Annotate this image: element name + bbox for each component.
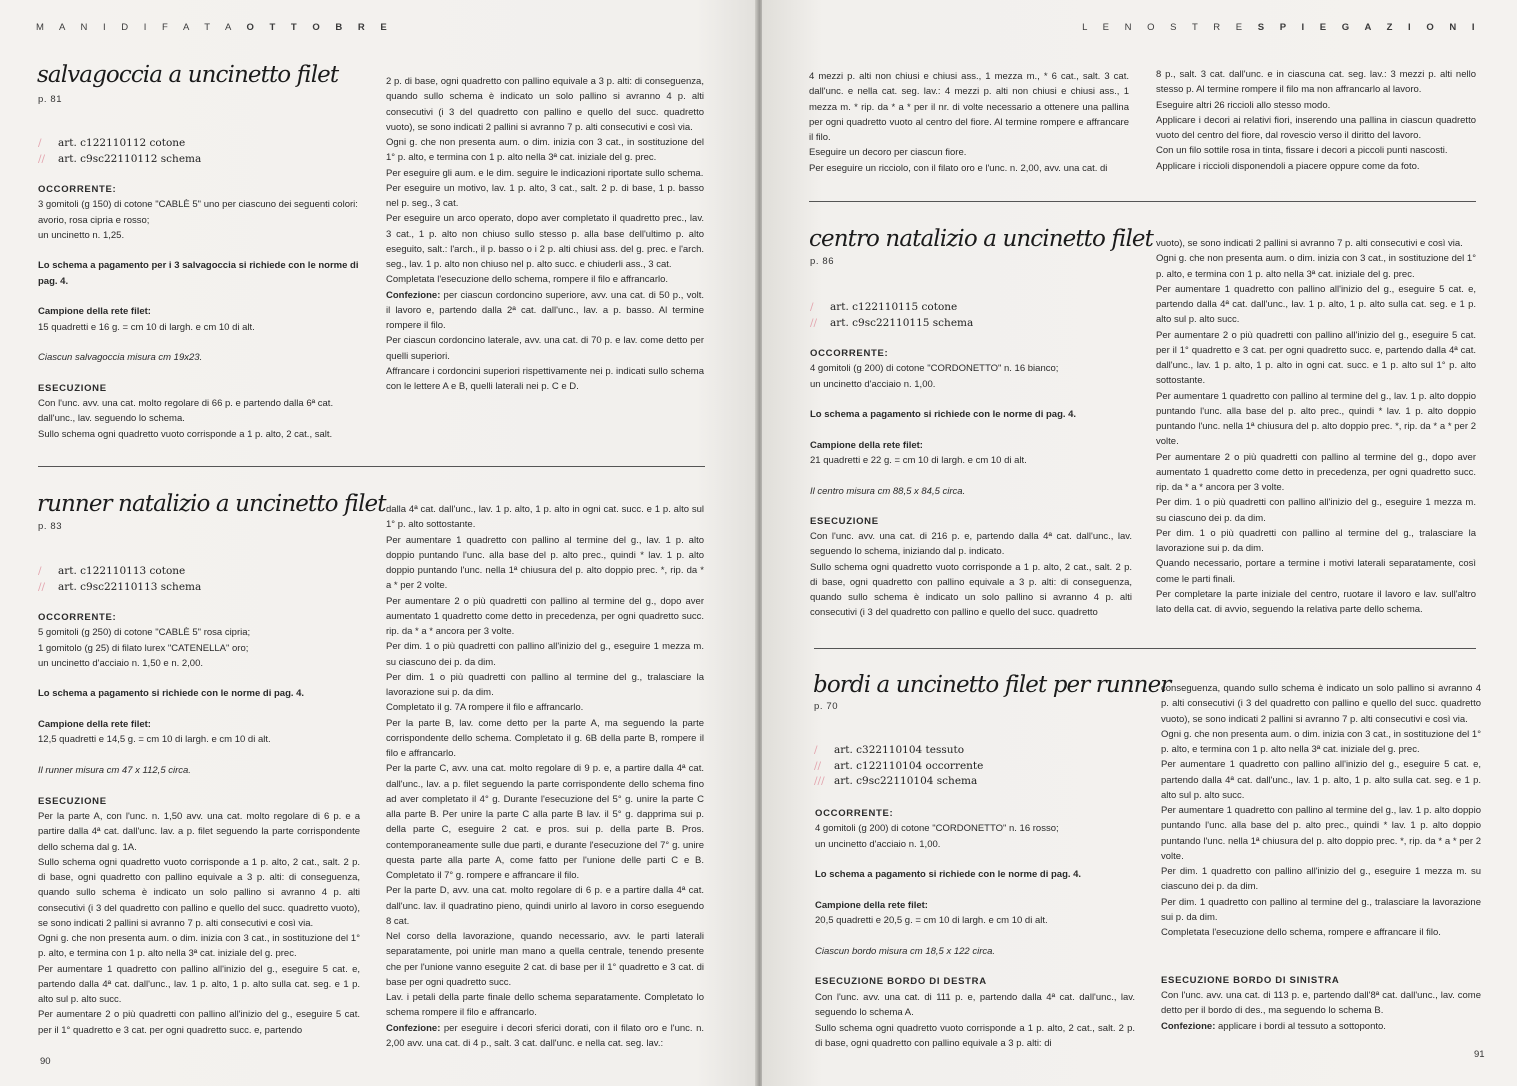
paragraph-label: Confezione: [386,1022,441,1034]
text-line: Campione della rete filet: [38,306,151,318]
paragraph [810,560,1132,621]
paragraph-text: Per ciascun cordoncino laterale, avv. una cat. di 70 p. e lav. come detto per quelli superiori. [386,335,704,362]
section-heading: OCCORRENTE: [810,348,889,359]
paragraph-text: Applicare i decori ai relativi fiori, inserendo una pallina in ciascun quadretto vuoto del centro del fiore, dal rovescio verso il diritto del lavoro. [1156,114,1476,141]
paragraph-text: Eseguire un decoro per ciascun fiore. [809,147,967,159]
section-heading: ESECUZIONE BORDO DI DESTRA [815,976,987,988]
text-line: Campione della rete filet: [815,899,928,911]
paragraph [809,69,1129,145]
paragraph-text: Ogni g. che non presenta aum. o dim. inizia con 3 cat., in sostituzione del 1° p. alto, e termina con 1 p. alto nella 3ª cat. iniziale del g. prec. [1156,253,1476,280]
code-marker: // [810,316,818,329]
paragraph [1156,556,1476,587]
paragraph [1156,282,1476,328]
section-heading: ESECUZIONE [38,382,107,394]
paragraph-text: Completato il g. 7A rompere il filo e affrancarlo. [386,702,584,714]
paragraph-text: Per dim. 1 quadretto con pallino al termine del g., tralasciare la lavorazione sui p. da dim. [1161,896,1481,923]
paragraph-text: Ogni g. che non presenta aum. o dim. inizia con 3 cat., in sostituzione del 1° p. alto, e termina con 1 p. alto nella 3ª cat. iniziale del g. prec. [386,137,704,164]
paragraph [1161,988,1481,1019]
paragraph-text: Per aumentare 1 quadretto con pallino all'inizio del g., eseguire 5 cat. e, partendo dalla 4ª cat. dall'unc., lav. 1 p. alto, 1 p. alto sulla cat. seg. e 1 p. alto sul p. alto succ. [38,963,360,1005]
paragraph-text: Quando necessario, portare a termine i motivi laterali separatamente, così come le parti finali. [1156,558,1476,585]
paragraph-text: Ogni g. che non presenta aum. o dim. inizia con 3 cat., in sostituzione del 1° p. alto, e termina con 1 p. alto nella 3ª cat. iniziale del g. prec. [38,933,360,960]
article-codes [814,743,983,790]
paragraph [386,594,704,640]
text-line: un uncinetto n. 1,25. [38,229,125,241]
paragraph-text: Per aumentare 2 o più quadretti con pallino all'inizio del g., eseguire 5 cat. per il 1° quadretto e 3 cat. per ogni quadretto succ. e, partendo [38,1009,360,1036]
paragraph [386,761,704,883]
code-text: art. c9sc22110113 schema [58,580,202,593]
paragraph-text: Sullo schema ogni quadretto vuoto corrisponde a 1 p. alto, 2 cat., salt. 2 p. di base, ogni quadretto con pallino equivale a 3 p. alti: di conseguenza, quando sullo schema è indicato un solo pallino si avranno 4 p. alti consecutivi (i 3 del quadretto con pallino e quello del succ. quadretto vuoto), se sono indicati 2 pallini si avranno 7 p. alti consecutivi e così via. [38,856,360,929]
paragraph-text: Per aumentare 1 quadretto con pallino all'inizio del g., eseguire 5 cat. e, partendo dalla 4ª cat. dall'unc., lav. 1 p. alto, 1 p. alto sulla cat. seg. e 1 p. alto sul p. alto succ. [1156,283,1476,326]
paragraph-text: Eseguire altri 26 riccioli allo stesso modo. [1156,99,1331,111]
code-text: art. c122110104 occorrente [834,759,984,772]
paragraph [810,529,1132,560]
section-heading: ESECUZIONE [810,516,879,528]
paragraph [386,211,704,272]
article-title-runner: runner natalizio a uncinetto filet [37,491,386,517]
code-text: art. c9sc22110115 schema [830,316,974,329]
text-line: 21 quadretti e 22 g. = cm 10 di largh. e cm 10 di alt. [810,455,1027,467]
paragraph [1156,526,1476,557]
paragraph [1161,895,1481,926]
page-ref: p. 70 [814,701,839,712]
paragraph [38,855,360,931]
paragraph [38,931,360,962]
paragraph [38,1007,360,1038]
text-line: Lo schema a pagamento si richiede con le norme di pag. 4. [810,409,1077,421]
paragraph [386,166,704,181]
paragraph [1161,757,1481,803]
paragraph-text: Per la parte D, avv. una cat. molto regolare di 6 p. e a partire dalla 4ª cat. dall'unc. lav. il quadratino pieno, quindi unirlo al lavoro in corso eseguendo 8 cat. [386,885,704,927]
paragraph-text: Per aumentare 1 quadretto con pallino al termine del g., lav. 1 p. alto doppio puntando l'unc. alla base del p. alto prec., quindi * lav. 1 p. alto doppio puntando l'unc. nella 1ª chiusura del p. alto doppio prec. *, rip. da * a * per 2 volte. [1156,390,1476,448]
code-marker: // [38,580,46,593]
paragraph-text: Nel corso della lavorazione, quando necessario, avv. le parti laterali separatamente, poi unirle man mano a quella centrale, tenendo presente che per l'unione vanno eseguite 2 cat. di base per il 1° quadretto e 3 cat. di base per ogni quadretto succ. [386,931,704,988]
paragraph [386,288,704,334]
code-marker: / [38,565,42,577]
article-code [38,152,201,168]
code-text: art. c122110115 cotone [830,301,958,313]
instructions-column [1161,681,1481,940]
text-line: Ciascun salvagoccia misura cm 19x23. [38,352,203,364]
text-line: 20,5 quadretti e 20,5 g. = cm 10 di largh. e cm 10 di alt. [815,915,1048,927]
paragraph-text: Per aumentare 1 quadretto con pallino al termine del g., lav. 1 p. alto doppio puntando l'unc. alla base del p. alto prec., quindi * lav. 1 p. alto doppio puntando l'unc. nella 1ª chiusura del p. alto doppio prec. *, rip. da * a * per 2 volte. [1161,805,1481,862]
code-marker: // [38,152,46,165]
paragraph [1161,1019,1481,1034]
left-page [0,0,757,1086]
paragraph [809,145,1129,160]
paragraph-text: Per dim. 1 o più quadretti con pallino all'inizio del g., eseguire 1 mezza m. su ciascuno dei p. da dim. [386,641,704,668]
paragraph [1156,495,1476,526]
instructions-column [386,74,704,394]
instructions-column [810,529,1132,621]
paragraph [386,700,704,715]
paragraph-text: Con l'unc. avv. una cat. di 216 p. e, partendo dalla 4ª cat. dall'unc., lav. seguendo lo schema, iniziando dal p. indicato. [810,531,1132,558]
paragraph [38,809,360,855]
paragraph-text: Sullo schema ogni quadretto vuoto corrisponde a 1 p. alto, 2 cat., salt. 2 p. di base, ogni quadretto con pallino equivale a 3 p. alti: di conseguenza, quando sullo schema è indicato un solo pallino si avranno 4 p. alti consecutivi (i 3 del quadretto con pallino e quello del succ. quadretto [810,561,1132,619]
paragraph-text: Per la parte C, avv. una cat. molto regolare di 9 p. e, a partire dalla 4ª cat. dall'unc., lav. a p. filet seguendo la parte corrispondente dello schema fino ad aver completato il 4° g. Durante l'esecuzione del 5° g. unire la parte C alla parte B. Per unire la parte C alla parte B lav. il 5° g. dapprima sui p. della parte C, eseguire 2 cat. e pros. sui p. della parte B. Pros. contemporaneamente sulle due parti, e durante l'esecuzione del 7° g. unire questa parte alla parte A, come fatto per l'unione delle parti C e B. Completato il 7° g. rompere e affrancare il filo. [386,763,704,881]
spacer [38,702,360,717]
paragraph [386,135,704,166]
paragraph-text: per ciascun cordoncino superiore, avv. una cat. di 50 p., volt. il lavoro e, partendo dalla 2ª cat. dall'unc., lav. a p. basso. Al termine rompere il filo. [386,289,704,331]
running-head-part1: M A N I D I F A T A [36,22,238,33]
paragraph [1156,98,1476,113]
spacer [815,852,1137,867]
text-line: un uncinetto d'acciaio n. 1,50 e n. 2,00. [38,657,204,669]
article-codes [38,136,201,167]
paragraph-text: Per aumentare 1 quadretto con pallino all'inizio del g., eseguire 5 cat. e, partendo dalla 4ª cat. dall'unc., lav. 1 p. alto, 1 p. alto sulla cat. seg. e 1 p. alto sul p. alto succ. [1161,759,1481,801]
paragraph [386,670,704,701]
article-codes [810,300,973,331]
section-heading: ESECUZIONE BORDO DI SINISTRA [1161,975,1340,986]
text-line: 4 gomitoli (g 200) di cotone "CORDONETTO" n. 16 bianco; [810,363,1059,375]
materials-block [38,182,360,442]
paragraph [38,962,360,1008]
paragraph-text: Per eseguire un ricciolo, con il filato oro e l'unc. n. 2,00, avv. una cat. di [809,162,1108,174]
paragraph [1156,113,1476,144]
paragraph-text: Completata l'esecuzione dello schema, rompere e affrancare il filo. [1161,927,1441,938]
paragraph-text: 8 p., salt. 3 cat. dall'unc. e in ciascuna cat. seg. lav.: 3 mezzi p. alti nello stesso p. Al termine rompere il filo ma non affrancarlo al lavoro. [1156,69,1476,96]
paragraph [386,990,704,1021]
article-code [814,759,983,775]
page-ref: p. 83 [38,521,63,532]
paragraph-text: conseguenza, quando sullo schema è indicato un solo pallino si avranno 4 p. alti consecutivi (i 3 del quadretto con pallino e quello del succ. quadretto vuoto), se sono indicati 2 pallini si avranno 7 p. alti consecutivi e così via. [1161,683,1481,725]
code-text: art. c322110104 tessuto [834,744,965,756]
paragraph [386,333,704,364]
code-text: art. c122110113 cotone [58,565,186,577]
text-line: Il centro misura cm 88,5 x 84,5 circa. [810,485,966,497]
code-marker: / [38,137,42,149]
article-title-salvagoccia: salvagoccia a uncinetto filet [37,62,339,88]
instructions-column [1161,988,1481,1034]
text-line: Lo schema a pagamento per i 3 salvagoccia si richiede con le norme di pag. 4. [38,260,359,287]
spacer [815,928,1137,943]
text-line: 5 gomitoli (g 250) di cotone "CABLÈ 5" rosa cipria; [38,627,251,639]
paragraph-text: Per eseguire un arco operato, dopo aver completato il quadretto prec., lav. 3 cat., 1 p. alto non chiuso sullo stesso p. alla base dell'ultimo p. alto eseguito, salt.: l'arch., il p. basso o i 2 p. alti chiusi ass. del g. prec. e l'arch. seg., lav. 1 p. alto non chiuso nel p. alto succ. e chiuderli ass., 3 cat. [386,213,704,270]
instructions-column [1156,236,1476,617]
code-text: art. c9sc22110112 schema [58,152,202,165]
paragraph-text: 2 p. di base, ogni quadretto con pallino equivale a 3 p. alti: di conseguenza, quando sullo schema è indicato un solo pallino si avranno 4 p. alti consecutivi (i 3 del quadretto con pallino e quello del succ. quadretto vuoto), se sono indicati 2 pallini si avranno 7 p. alti consecutivi e così via. [386,76,704,133]
paragraph [1161,803,1481,864]
text-line: Lo schema a pagamento si richiede con le norme di pag. 4. [38,688,305,700]
spacer [38,289,360,304]
paragraph-text: vuoto), se sono indicati 2 pallini si avranno 7 p. alti consecutivi e così via. [1156,238,1463,249]
paragraph-text: Per dim. 1 o più quadretti con pallino al termine del g., tralasciare la lavorazione sui p. da dim. [386,671,704,698]
right-page [762,0,1517,1086]
paragraph-text: Per aumentare 2 o più quadretti con pallino all'inizio del g., eseguire 5 cat. per il 1° quadretto e 3 cat. per ogni quadretto succ. e, partendo dalla 4ª cat. dall'unc., lav. 1 p. alto, 1 p. alto in ogni cat. succ. e 1 p. alto sul 1° p. alto sottostante. [1156,329,1476,387]
materials-block [810,346,1132,530]
running-head-part2: S P I E G A Z I O N I [1257,22,1481,33]
text-line: Lo schema a pagamento si richiede con le norme di pag. 4. [815,869,1082,881]
page-number: 90 [40,1056,51,1067]
section-divider [38,466,705,467]
paragraph [386,272,704,287]
paragraph [1156,328,1476,389]
code-marker: /// [814,775,825,787]
paragraph [386,716,704,762]
paragraph-text: applicare i bordi al tessuto a sottoponto. [1215,1020,1386,1032]
section-heading: OCCORRENTE: [815,808,894,819]
paragraph [386,1021,704,1052]
paragraph [1156,143,1476,158]
materials-block [38,610,360,809]
spacer [38,671,360,686]
section-divider [809,201,1476,202]
spacer [815,882,1137,897]
paragraph [1156,587,1476,618]
paragraph [815,990,1135,1021]
paragraph [386,639,704,670]
spacer [38,778,360,793]
text-line: Il runner misura cm 47 x 112,5 circa. [38,764,191,776]
paragraph [386,364,704,395]
paragraph [1156,236,1476,251]
paragraph-text: Per eseguire gli aum. e le dim. seguire le indicazioni riportate sullo schema. [386,167,704,179]
paragraph [386,181,704,212]
instructions-column [38,809,360,1038]
text-line: 12,5 quadretti e 14,5 g. = cm 10 di largh. e cm 10 di alt. [38,734,271,746]
paragraph-text: Completata l'esecuzione dello schema, rompere il filo e affrancarlo. [386,274,669,286]
section-heading-bordo-sinistra [1161,973,1481,988]
paragraph [1156,159,1476,174]
text-line: Con l'unc. avv. una cat. molto regolare di 66 p. e partendo dalla 6ª cat. dall'unc., lav. seguendo lo schema. [38,398,334,425]
paragraph [809,161,1129,176]
paragraph-text: Per dim. 1 o più quadretti con pallino al termine del g., tralasciare la lavorazione sui p. da dim. [1156,527,1476,554]
code-marker: / [814,744,818,756]
text-line: 4 gomitoli (g 200) di cotone "CORDONETTO" n. 16 rosso; [815,823,1059,835]
paragraph-text: dalla 4ª cat. dall'unc., lav. 1 p. alto, 1 p. alto in ogni cat. succ. e 1 p. alto sul 1° p. alto sottostante. [386,504,704,531]
paragraph-text: Con l'unc. avv. una cat. di 111 p. e, partendo dalla 4ª cat. dall'unc., lav. seguendo lo schema A. [815,992,1135,1019]
article-code [810,300,973,316]
paragraph-text: Per completare la parte iniziale del centro, ruotare il lavoro e lav. sull'altro lato della cat. di avvio, seguendo la relativa parte dello schema. [1156,588,1476,615]
paragraph [386,533,704,594]
code-text: art. c9sc22110104 schema [834,775,978,787]
paragraph-text: Ogni g. che non presenta aum. o dim. inizia con 3 cat., in sostituzione del 1° p. alto, e termina con 1 p. alto nella 3ª cat. iniziale del g. prec. [1161,728,1481,755]
paragraph-label: Confezione: [1161,1020,1216,1032]
paragraph [386,502,704,533]
paragraph-text: Con un filo sottile rosa in tinta, fissare i decori a piccoli punti nascosti. [1156,145,1448,157]
page-ref: p. 86 [810,256,835,267]
section-divider [814,648,1476,649]
spacer [38,335,360,350]
page-ref: p. 81 [38,94,63,105]
paragraph-text: Lav. i petali della parte finale dello schema separatamente. Completato lo schema rompere il filo e affrancarlo. [386,992,704,1019]
instructions-column [386,502,704,1051]
article-code [810,316,973,332]
spacer [815,959,1137,974]
code-marker: / [810,301,814,313]
running-head-part2: O T T O B R E [246,22,394,33]
section-heading: OCCORRENTE: [38,612,117,623]
paragraph-text: Per aumentare 2 o più quadretti con pallino al termine del g., dopo aver aumentato 1 quadretto come detto in precedenza, per ogni quadretto succ. rip. da * a * ancora per 3 volte. [1156,451,1476,493]
text-line: un uncinetto d'acciaio n. 1,00. [810,378,936,390]
text-line: Campione della rete filet: [38,719,151,731]
materials-block [815,806,1137,990]
paragraph-text: Per la parte A, con l'unc. n. 1,50 avv. una cat. molto regolare di 6 p. e a partire dalla 4ª cat. dall'unc. lav. a p. filet seguendo la parte corrispondente dello schema dal g. 1A. [38,811,360,853]
running-head-left [36,22,393,33]
article-code [38,136,201,152]
text-line: Sullo schema ogni quadretto vuoto corrisponde a 1 p. alto, 2 cat., salt. [38,428,333,440]
paragraph-text: Sullo schema ogni quadretto vuoto corrisponde a 1 p. alto, 2 cat., salt. 2 p. di base, ogni quadretto con pallino equivale a 3 p. alti: di [815,1022,1135,1049]
article-title-bordi: bordi a uncinetto filet per runner [813,672,1171,698]
spacer [810,468,1132,483]
paragraph [1161,864,1481,895]
paragraph [1161,925,1481,940]
instructions-column [809,69,1129,176]
article-code [38,580,201,596]
running-head-right [1082,22,1481,33]
section-heading: ESECUZIONE [38,795,107,807]
paragraph-text: Per aumentare 1 quadretto con pallino al termine del g., lav. 1 p. alto doppio puntando l'unc. alla base del p. alto prec., quindi * lav. 1 p. alto doppio puntando l'unc. nella 1ª chiusura del p. alto doppio prec. *, rip. da * a * per 2 volte. [386,534,704,592]
paragraph [1156,67,1476,98]
paragraph [1156,450,1476,496]
article-code [38,564,201,580]
text-line: Campione della rete filet: [810,439,923,451]
instructions-column [815,990,1135,1051]
text-line: Ciascun bordo misura cm 18,5 x 122 circa. [815,945,996,957]
paragraph-text: Con l'unc. avv. una cat. di 113 p. e, partendo dall'8ª cat. dall'unc., lav. come detto per il bordo di des., ma seguendo lo schema B. [1161,990,1481,1017]
paragraph [386,74,704,135]
paragraph [815,1021,1135,1052]
paragraph-text: Per eseguire un motivo, lav. 1 p. alto, 3 cat., salt. 2 p. di base, 1 p. basso nel p. seg., 3 cat. [386,182,704,209]
paragraph-text: Affrancare i cordoncini superiori rispettivamente nei p. indicati sullo schema con le lettere A e B, quelli laterali nei p. C e D. [386,365,704,392]
article-codes [38,564,201,595]
paragraph [1161,681,1481,727]
paragraph-text: Per aumentare 2 o più quadretti con pallino al termine del g., dopo aver aumentato 1 quadretto come detto in precedenza, per ogni quadretto succ. rip. da * a * ancora per 3 volte. [386,595,704,637]
text-line: 1 gomitolo (g 25) di filato lurex "CATENELLA" oro; [38,642,249,654]
text-line: 15 quadretti e 16 g. = cm 10 di largh. e cm 10 di alt. [38,321,255,333]
paragraph [1156,251,1476,282]
paragraph-text: 4 mezzi p. alti non chiusi e chiusi ass., 1 mezza m., * 6 cat., salt. 3 cat. dall'unc. e nella cat. seg. lav.: 4 mezzi p. alti non chiusi e chiusi ass., 1 mezza m. * rip. da * a * per il nr. di volte necessario a ottenere una pallina per ogni quadretto vuoto al centro del fiore. Al termine rompere e affrancare il filo. [809,71,1129,143]
spacer [810,392,1132,407]
paragraph [1161,727,1481,758]
article-code [814,743,983,759]
page-number: 91 [1474,1049,1485,1060]
spacer [38,243,360,258]
spacer [38,366,360,381]
paragraph [386,883,704,929]
paragraph-text: per eseguire i decori sferici dorati, con il filato oro e l'unc. n. 2,00 avv. una cat. di 4 p., salt. 3 cat. dall'unc. e nella cat. seg. lav.: [386,1022,704,1049]
code-text: art. c122110112 cotone [58,137,186,149]
paragraph-text: Per dim. 1 o più quadretti con pallino all'inizio del g., eseguire 1 mezza m. su ciascuno dei p. da dim. [1156,497,1476,524]
paragraph-text: Applicare i riccioli disponendoli a piacere oppure come da foto. [1156,160,1420,172]
spacer [38,748,360,763]
paragraph-label: Confezione: [386,289,441,301]
spacer [810,499,1132,514]
code-marker: // [814,759,822,772]
instructions-column [1156,67,1476,174]
paragraph [386,929,704,990]
spacer [810,422,1132,437]
text-line: 3 gomitoli (g 150) di cotone "CABLÈ 5" uno per ciascuno dei seguenti colori: avorio, rosa cipria e rosso; [38,199,358,226]
text-line: un uncinetto d'acciaio n. 1,00. [815,838,941,850]
paragraph-text: Per la parte B, lav. come detto per la parte A, ma seguendo la parte corrispondente dello schema. Completato il g. 6B della parte B, rompere il filo e affrancarlo. [386,717,704,759]
paragraph [1156,389,1476,450]
article-title-centro: centro natalizio a uncinetto filet [809,226,1153,252]
article-code [814,774,983,790]
running-head-part1: L E N O S T R E [1082,22,1249,33]
section-heading: OCCORRENTE: [38,184,117,195]
paragraph-text: Per dim. 1 quadretto con pallino all'inizio del g., eseguire 1 mezza m. su ciascuno dei p. da dim. [1161,866,1481,893]
